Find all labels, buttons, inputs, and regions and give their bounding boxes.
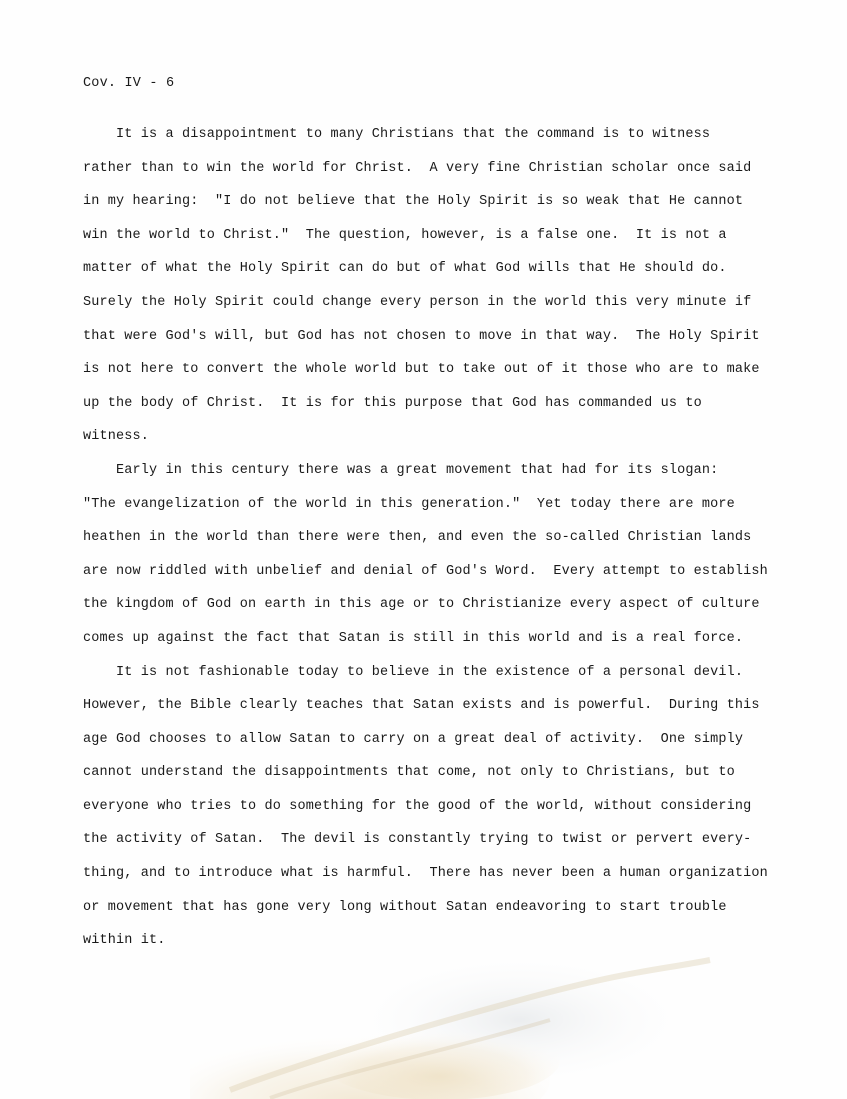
text-line: up the body of Christ. It is for this purpose that God has commanded us to xyxy=(83,395,702,411)
text-line: the kingdom of God on earth in this age or to Christianize every aspect of culture xyxy=(83,597,760,613)
text-line: thing, and to introduce what is harmful. There has never been a human organization xyxy=(83,866,768,882)
text-line: rather than to win the world for Christ. A very fine Christian scholar once said xyxy=(83,160,752,176)
text-line: "The evangelization of the world in this generation." Yet today there are more xyxy=(83,496,735,512)
text-line: comes up against the fact that Satan is still in this world and is a real force. xyxy=(83,630,744,646)
text-line: win the world to Christ." The question, however, is a false one. It is not a xyxy=(83,227,727,243)
text-line: cannot understand the disappointments that come, not only to Christians, but to xyxy=(83,765,735,781)
text-line: Early in this century there was a great movement that had for its slogan: xyxy=(83,462,719,478)
paragraph-3 xyxy=(83,656,803,958)
text-line: age God chooses to allow Satan to carry on a great deal of activity. One simply xyxy=(83,731,744,747)
text-line: witness. xyxy=(83,429,150,445)
text-line: It is a disappointment to many Christians that the command is to witness xyxy=(83,127,711,142)
text-line: Surely the Holy Spirit could change every person in the world this very minute if xyxy=(83,294,752,310)
paragraph-1 xyxy=(83,118,803,454)
text-line: It is not fashionable today to believe in the existence of a personal devil. xyxy=(83,664,744,680)
body-text xyxy=(83,118,803,958)
text-line: the activity of Satan. The devil is constantly trying to twist or pervert every- xyxy=(83,832,752,848)
page-header: Cov. IV - 6 xyxy=(83,76,175,91)
text-line: that were God's will, but God has not chosen to move in that way. The Holy Spirit xyxy=(83,328,760,344)
text-line: matter of what the Holy Spirit can do but of what God wills that He should do. xyxy=(83,261,727,277)
text-line: everyone who tries to do something for the good of the world, without considering xyxy=(83,798,752,814)
text-line: However, the Bible clearly teaches that Satan exists and is powerful. During this xyxy=(83,698,760,714)
text-line: is not here to convert the whole world but to take out of it those who are to make xyxy=(83,362,760,378)
text-line: within it. xyxy=(83,933,166,949)
paper-stain xyxy=(190,940,750,1099)
text-line: or movement that has gone very long without Satan endeavoring to start trouble xyxy=(83,899,727,915)
text-line: in my hearing: "I do not believe that the Holy Spirit is so weak that He cannot xyxy=(83,194,744,210)
paragraph-2 xyxy=(83,454,803,656)
text-line: are now riddled with unbelief and denial of God's Word. Every attempt to establish xyxy=(83,563,768,579)
text-line: heathen in the world than there were then, and even the so-called Christian lands xyxy=(83,530,752,546)
